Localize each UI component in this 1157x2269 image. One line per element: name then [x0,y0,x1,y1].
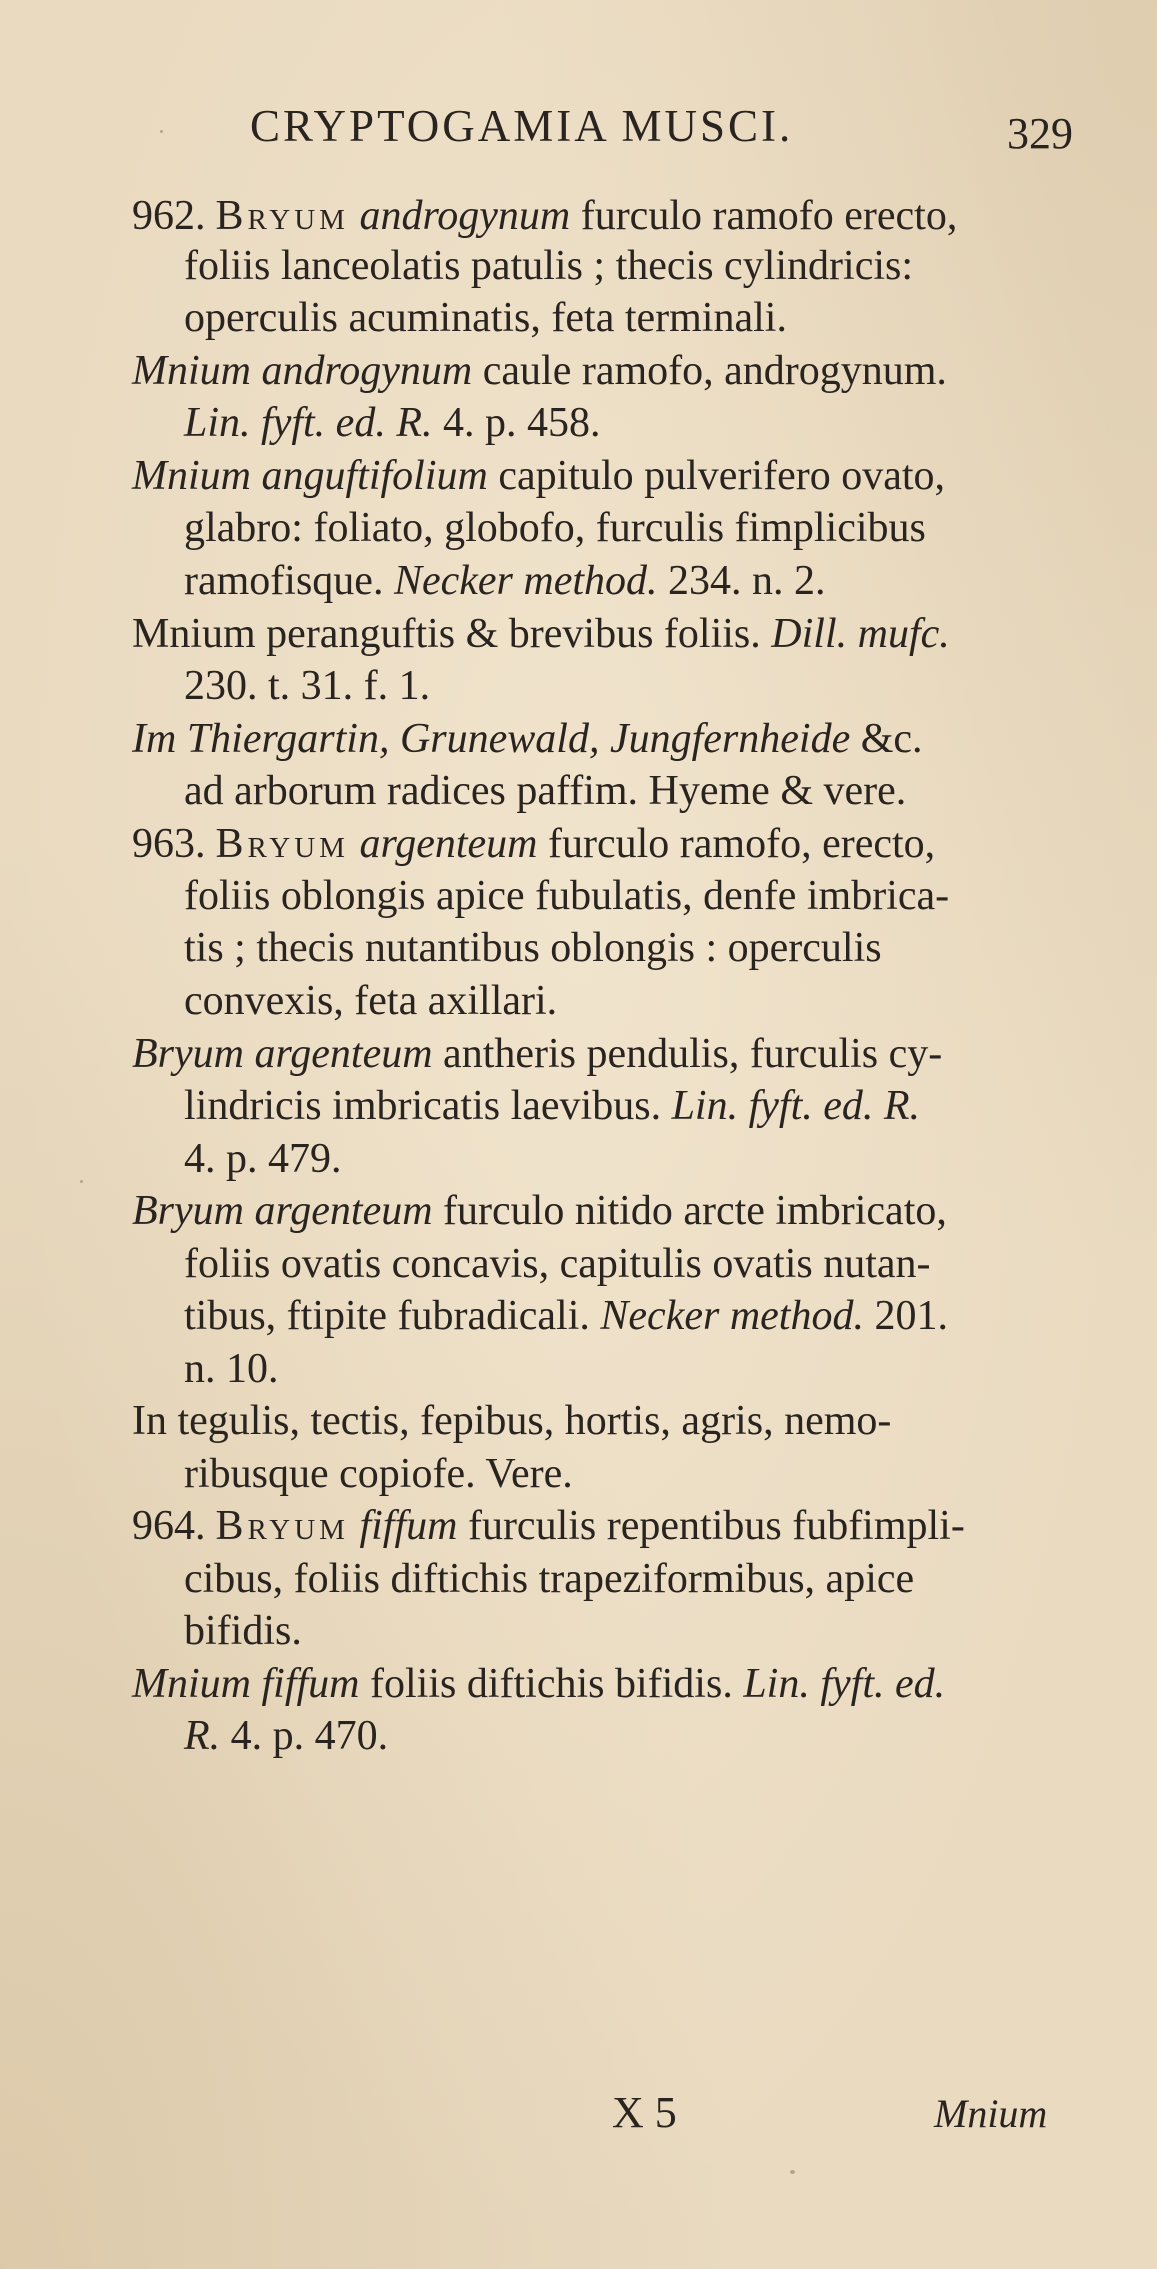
diagnosis-text: furculis repentibus fubfimpli- [467,1503,965,1549]
paper-speck [160,130,163,133]
entry-number: 962. [132,193,206,239]
reference-page: 4. p. 470. [230,1713,389,1759]
synonym-line [132,1658,945,1710]
synonym-text: furculo nitido arcte imbricato, [443,1188,947,1234]
entry-963-line-2: foliis oblongis apice fubulatis, denfe imbrica- [184,873,950,919]
synonym-name: Mnium androgynum [132,348,473,394]
synonym-continuation: foliis ovatis concavis, capitulis ovatis nutan- [184,1241,931,1287]
entry-962-line-3: operculis acuminatis, feta terminali. [184,295,787,341]
signature-mark: X 5 [612,2088,677,2137]
entry-964-line-1 [132,1500,965,1552]
species-name: androgynum [359,193,571,239]
habitat-prefix: Im [132,716,177,762]
synonym-text: tibus, ftipite fubradicali. [184,1293,590,1339]
reference-title: Dill. mufc. [771,611,950,657]
paper-speck [790,2170,795,2174]
entry-962-line-1 [132,190,957,242]
synonym-name: Mnium fiffum [132,1661,360,1707]
diagnosis-text: furculo ramofo erecto, [580,193,958,239]
genus-name: Bryum [215,821,349,867]
synonym-line [132,608,950,660]
synonym-line [132,1185,947,1237]
synonym-reference [184,1290,948,1342]
habitat-line: In tegulis, tectis, fepibus, hortis, agris, nemo- [132,1398,892,1444]
synonym-text: foliis diftichis bifidis. [370,1661,733,1707]
paper-speck [80,1180,83,1183]
synonym-reference [184,1080,920,1132]
genus-name: Bryum [215,193,349,239]
genus-name: Bryum [215,1503,349,1549]
habitat-places: Thiergartin, Grunewald, Jungfernheide [186,716,851,762]
paper-speck [540,1320,544,1323]
habitat-continuation: ad arborum radices paffim. Hyeme & vere. [184,768,907,814]
reference-title: Lin. fyft. ed. R. [184,400,433,446]
synonym-name: Mnium anguftifolium [132,453,488,499]
page-number: 329 [1007,109,1073,158]
habitat-etc: &c. [860,716,923,762]
habitat-line [132,713,923,765]
reference-page: 234. n. 2. [668,558,826,604]
entry-963-line-4: convexis, feta axillari. [184,978,558,1024]
reference-title: Lin. fyft. ed. R. [671,1083,921,1129]
reference-page: 4. p. 479. [184,1136,342,1182]
synonym-text: lindricis imbricatis laevibus. [184,1083,662,1129]
synonym-line [132,1028,942,1080]
synonym-text: capitulo pulverifero ovato, [498,453,946,499]
running-title: CRYPTOGAMIA MUSCI. [250,101,794,151]
habitat-continuation: ribusque copiofe. Vere. [184,1451,573,1497]
synonym-text: Mnium peranguftis & brevibus foliis. [132,611,761,657]
reference-page: 230. t. 31. f. 1. [184,663,431,709]
reference-title: Necker method. [600,1293,864,1339]
synonym-reference [184,1710,388,1762]
reference-page: 4. p. 458. [442,400,601,446]
entry-number: 963. [132,821,206,867]
synonym-line [132,450,945,502]
entry-number: 964. [132,1503,206,1549]
synonym-line [132,345,947,397]
entry-963-line-3: tis ; thecis nutantibus oblongis : operculis [184,925,882,971]
reference-title: Necker method. [393,558,658,604]
reference-title: Lin. fyft. ed. [743,1661,946,1707]
synonym-reference [184,397,600,449]
reference-page: 201. [874,1293,948,1339]
reference-title: R. [184,1713,221,1759]
species-name: fiffum [359,1503,458,1549]
synonym-text: ramofisque. [184,558,384,604]
synonym-reference [184,555,826,607]
entry-964-line-3: bifidis. [184,1608,302,1654]
synonym-continuation: glabro: foliato, globofo, furculis fimplicibus [184,505,926,551]
diagnosis-text: furculo ramofo, erecto, [548,821,936,867]
catchword: Mnium [934,2091,1048,2136]
reference-page: n. 10. [184,1346,279,1392]
species-name: argenteum [359,821,538,867]
running-head [0,100,1157,160]
synonym-name: Bryum argenteum [132,1031,433,1077]
entry-964-line-2: cibus, foliis diftichis trapeziformibus, apice [184,1556,915,1602]
synonym-text: caule ramofo, androgynum. [482,348,947,394]
synonym-text: antheris pendulis, furculis cy- [443,1031,943,1077]
entry-962-line-2: foliis lanceolatis patulis ; thecis cylindricis: [184,243,914,289]
synonym-name: Bryum argenteum [132,1188,433,1234]
entry-963-line-1 [132,818,935,870]
